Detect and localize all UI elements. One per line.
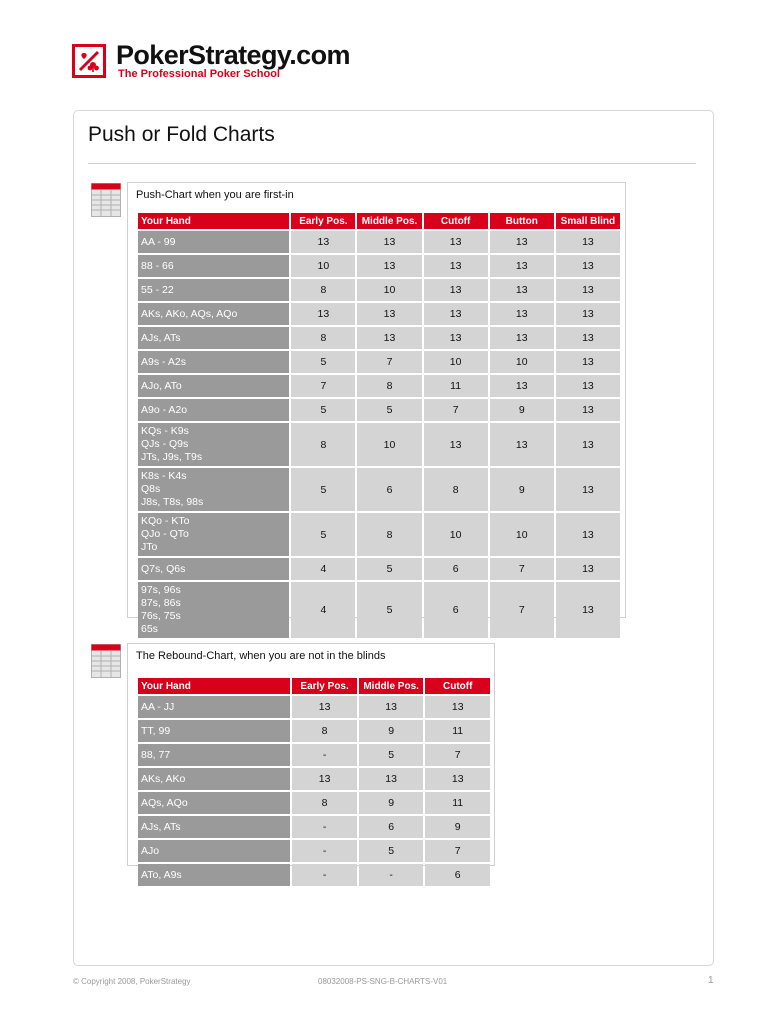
value-cell: 13	[425, 696, 490, 718]
hand-range-line: AA - JJ	[141, 700, 175, 713]
value-cell: 9	[425, 816, 490, 838]
value-cell: 5	[291, 513, 355, 556]
table-row	[138, 513, 620, 556]
value-cell: -	[292, 840, 357, 862]
value-cell: 13	[359, 768, 424, 790]
hand-range-cell	[138, 792, 290, 814]
value-cell: 13	[357, 327, 421, 349]
table-row	[138, 327, 620, 349]
footer-copyright: © Copyright 2008, PokerStrategy	[73, 977, 191, 986]
value-cell: 13	[556, 327, 620, 349]
column-header: Your Hand	[138, 678, 290, 694]
value-cell: 13	[424, 279, 488, 301]
value-cell: 13	[292, 696, 357, 718]
value-cell: 6	[359, 816, 424, 838]
table-row	[138, 279, 620, 301]
table-row	[138, 816, 490, 838]
value-cell: 13	[556, 231, 620, 253]
table-row	[138, 303, 620, 325]
value-cell: 10	[424, 513, 488, 556]
value-cell: 13	[490, 423, 554, 466]
title-divider	[88, 163, 696, 164]
hand-range-line: 97s, 96s	[141, 584, 181, 596]
table-row	[138, 768, 490, 790]
value-cell: 7	[425, 840, 490, 862]
value-cell: 9	[359, 792, 424, 814]
value-cell: 10	[291, 255, 355, 277]
hand-range-cell	[138, 468, 289, 511]
value-cell: 7	[490, 558, 554, 580]
value-cell: 5	[291, 351, 355, 373]
hand-range-line: J8s, T8s, 98s	[141, 496, 204, 508]
hand-range-line: KQs - K9s	[141, 425, 189, 437]
hand-range-cell	[138, 513, 289, 556]
value-cell: 8	[292, 792, 357, 814]
hand-range-cell	[138, 303, 289, 325]
value-cell: 4	[291, 558, 355, 580]
table-row	[138, 720, 490, 742]
value-cell: 10	[424, 351, 488, 373]
value-cell: 8	[357, 375, 421, 397]
value-cell: 13	[425, 768, 490, 790]
value-cell: 6	[424, 558, 488, 580]
value-cell: 13	[556, 399, 620, 421]
value-cell: 8	[291, 279, 355, 301]
hand-range-cell	[138, 399, 289, 421]
value-cell: 9	[490, 468, 554, 511]
table-row	[138, 744, 490, 766]
value-cell: 9	[490, 399, 554, 421]
table-row	[138, 375, 620, 397]
hand-range-cell	[138, 720, 290, 742]
hand-range-line: K8s - K4s	[141, 470, 187, 482]
rebound-chart	[127, 643, 495, 881]
value-cell: 13	[490, 327, 554, 349]
value-cell: 5	[357, 582, 421, 638]
hand-range-line: JTs, J9s, T9s	[141, 451, 203, 463]
value-cell: 7	[357, 351, 421, 373]
column-header: Small Blind	[556, 213, 620, 229]
value-cell: 13	[556, 255, 620, 277]
hand-range-cell	[138, 423, 289, 466]
table-row	[138, 864, 490, 886]
column-header: Early Pos.	[291, 213, 355, 229]
hand-range-line: AJs, ATs	[141, 331, 181, 344]
value-cell: 6	[425, 864, 490, 886]
push-chart	[127, 182, 626, 635]
value-cell: 6	[357, 468, 421, 511]
column-header: Middle Pos.	[357, 213, 421, 229]
value-cell: 5	[359, 840, 424, 862]
value-cell: 13	[424, 327, 488, 349]
hand-range-line: Q8s	[141, 483, 161, 495]
value-cell: 7	[425, 744, 490, 766]
hand-range-line: 88 - 66	[141, 259, 174, 272]
hand-range-line: A9s - A2s	[141, 355, 186, 368]
value-cell: 9	[359, 720, 424, 742]
hand-range-line: 76s, 75s	[141, 610, 181, 622]
table-row	[138, 582, 620, 638]
hand-range-line: TT, 99	[141, 724, 171, 737]
value-cell: 5	[291, 399, 355, 421]
hand-range-cell	[138, 816, 290, 838]
column-header: Your Hand	[138, 213, 289, 229]
brand-name: PokerStrategy.com	[116, 40, 350, 70]
table-row	[138, 399, 620, 421]
value-cell: 5	[357, 399, 421, 421]
value-cell: 4	[291, 582, 355, 638]
value-cell: 13	[357, 255, 421, 277]
value-cell: 10	[357, 279, 421, 301]
value-cell: -	[292, 744, 357, 766]
value-cell: 13	[556, 303, 620, 325]
value-cell: 10	[490, 513, 554, 556]
table-row	[138, 840, 490, 862]
table-row	[138, 351, 620, 373]
value-cell: 13	[424, 423, 488, 466]
hand-range-line: QJo - QTo	[141, 528, 189, 540]
value-cell: 13	[556, 423, 620, 466]
column-header: Button	[490, 213, 554, 229]
hand-range-line: KQo - KTo	[141, 515, 190, 527]
value-cell: 13	[357, 231, 421, 253]
value-cell: 13	[556, 558, 620, 580]
hand-range-cell	[138, 582, 289, 638]
hand-range-line: 88, 77	[141, 748, 171, 761]
brand-tagline: The Professional Poker School	[118, 68, 280, 80]
value-cell: 10	[490, 351, 554, 373]
value-cell: 13	[424, 255, 488, 277]
column-header: Cutoff	[424, 213, 488, 229]
value-cell: 13	[292, 768, 357, 790]
spreadsheet-icon	[91, 183, 121, 217]
push-chart-caption: Push-Chart when you are first-in	[136, 189, 294, 201]
table-row	[138, 255, 620, 277]
hand-range-line: AA - 99	[141, 235, 176, 248]
hand-range-cell	[138, 375, 289, 397]
value-cell: 13	[490, 255, 554, 277]
footer-page-number: 1	[708, 975, 714, 986]
poker-cards-logo-icon	[72, 44, 106, 78]
value-cell: 13	[291, 231, 355, 253]
value-cell: 13	[556, 468, 620, 511]
value-cell: 13	[490, 303, 554, 325]
hand-range-cell	[138, 864, 290, 886]
hand-range-line: 87s, 86s	[141, 597, 181, 609]
hand-range-cell	[138, 696, 290, 718]
rebound-chart-caption: The Rebound-Chart, when you are not in the blinds	[136, 650, 386, 662]
value-cell: 7	[291, 375, 355, 397]
push-chart-table	[136, 211, 622, 640]
value-cell: 8	[291, 423, 355, 466]
hand-range-cell	[138, 279, 289, 301]
table-row	[138, 231, 620, 253]
value-cell: -	[292, 864, 357, 886]
hand-range-line: A9o - A2o	[141, 403, 188, 416]
hand-range-line: AQs, AQo	[141, 796, 188, 809]
table-row	[138, 792, 490, 814]
hand-range-line: AJo, ATo	[141, 379, 182, 392]
value-cell: 11	[425, 792, 490, 814]
value-cell: 13	[291, 303, 355, 325]
value-cell: 11	[424, 375, 488, 397]
hand-range-cell	[138, 558, 289, 580]
push-chart-header-row	[138, 213, 620, 229]
hand-range-cell	[138, 255, 289, 277]
value-cell: 13	[490, 231, 554, 253]
value-cell: 8	[424, 468, 488, 511]
value-cell: 13	[490, 375, 554, 397]
hand-range-line: ATo, A9s	[141, 868, 182, 881]
hand-range-cell	[138, 840, 290, 862]
value-cell: 7	[490, 582, 554, 638]
value-cell: 13	[556, 351, 620, 373]
spreadsheet-icon	[91, 644, 121, 678]
value-cell: 5	[359, 744, 424, 766]
value-cell: 5	[291, 468, 355, 511]
hand-range-cell	[138, 351, 289, 373]
value-cell: 7	[424, 399, 488, 421]
value-cell: 13	[556, 375, 620, 397]
hand-range-line: AJo	[141, 844, 160, 857]
table-row	[138, 696, 490, 718]
value-cell: -	[292, 816, 357, 838]
value-cell: 13	[359, 696, 424, 718]
value-cell: 13	[424, 231, 488, 253]
column-header: Early Pos.	[292, 678, 357, 694]
value-cell: 13	[556, 513, 620, 556]
table-row	[138, 558, 620, 580]
page-title: Push or Fold Charts	[88, 123, 275, 146]
value-cell: 13	[556, 279, 620, 301]
value-cell: 13	[357, 303, 421, 325]
value-cell: 13	[490, 279, 554, 301]
hand-range-line: AKs, AKo, AQs, AQo	[141, 307, 238, 320]
hand-range-line: Q7s, Q6s	[141, 562, 186, 575]
hand-range-cell	[138, 744, 290, 766]
value-cell: 8	[357, 513, 421, 556]
value-cell: 11	[425, 720, 490, 742]
value-cell: 8	[292, 720, 357, 742]
footer-document-id: 08032008-PS-SNG-B-CHARTS-V01	[318, 977, 448, 986]
value-cell: 5	[357, 558, 421, 580]
value-cell: 6	[424, 582, 488, 638]
value-cell: 10	[357, 423, 421, 466]
value-cell: -	[359, 864, 424, 886]
hand-range-line: QJs - Q9s	[141, 438, 189, 450]
table-row	[138, 468, 620, 511]
hand-range-line: 55 - 22	[141, 283, 174, 296]
hand-range-cell	[138, 768, 290, 790]
rebound-chart-header-row	[138, 678, 490, 694]
hand-range-line: AKs, AKo	[141, 772, 186, 785]
hand-range-line: AJs, ATs	[141, 820, 181, 833]
column-header: Middle Pos.	[359, 678, 424, 694]
hand-range-cell	[138, 231, 289, 253]
hand-range-line: 65s	[141, 623, 158, 635]
value-cell: 8	[291, 327, 355, 349]
value-cell: 13	[556, 582, 620, 638]
table-row	[138, 423, 620, 466]
column-header: Cutoff	[425, 678, 490, 694]
hand-range-line: JTo	[141, 541, 158, 553]
value-cell: 13	[424, 303, 488, 325]
rebound-chart-table	[136, 676, 492, 888]
hand-range-cell	[138, 327, 289, 349]
